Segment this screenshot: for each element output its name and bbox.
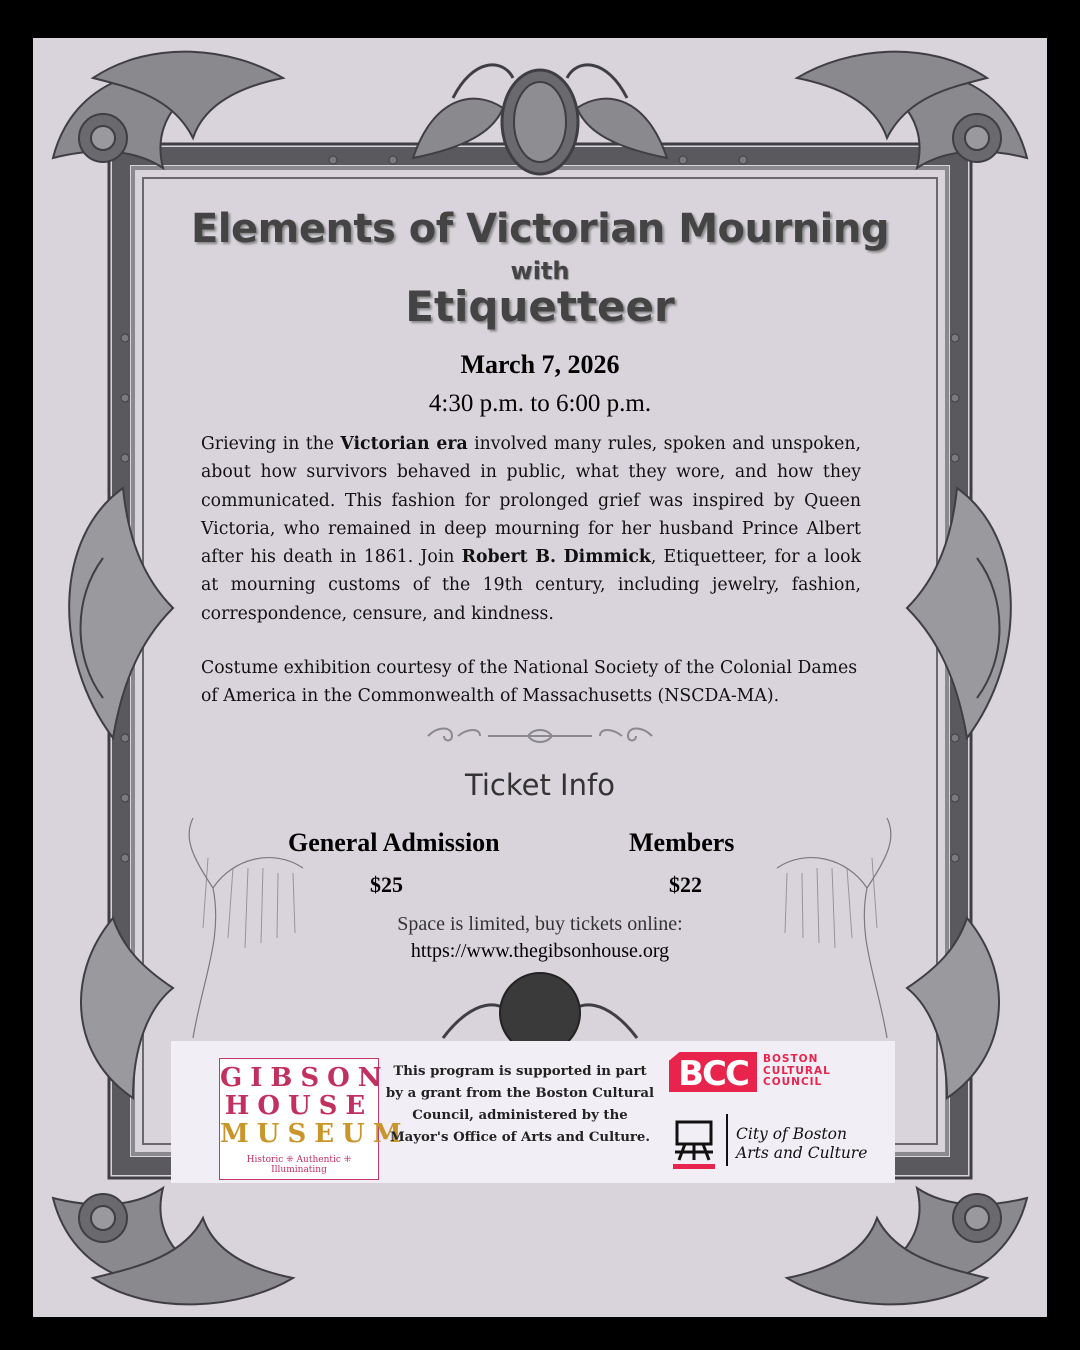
bcc-name-line: COUNCIL — [763, 1076, 823, 1088]
divider-flourish — [418, 724, 662, 748]
event-poster — [33, 38, 1047, 1317]
ticket-url[interactable]: https://www.thegibsonhouse.org — [410, 940, 670, 962]
members-price: $22 — [669, 872, 702, 897]
title-connector: with — [510, 257, 570, 285]
description-text: involved many rules, spoken and unspoken, about how survivors behaved in public, what they wore, and how they communicated. This fashion for prolonged grief was inspired by Queen Victoria, who remained in deep mourning for her husband Prince Albert after his death in 1861. Join — [201, 434, 861, 568]
ticket-note: Space is limited, buy tickets online: — [397, 913, 683, 935]
speaker-name: Robert B. Dimmick — [461, 547, 651, 568]
logo-divider — [726, 1114, 728, 1166]
event-time: 4:30 p.m. to 6:00 p.m. — [428, 390, 652, 417]
easel-icon — [671, 1118, 717, 1170]
description-text: , Etiquetteer, for a look at mourning customs of the 19th century, including jewelry, fashion, correspondence, censure, and kindness. — [201, 547, 861, 624]
members-label: Members — [629, 828, 735, 857]
speaker-title: Etiquetteer — [405, 282, 675, 331]
event-description — [201, 430, 861, 628]
city-of-boston-line: City of Boston — [736, 1125, 847, 1143]
bcc-name-line: BOSTON — [763, 1053, 819, 1065]
grant-acknowledgement: This program is supported in part by a grant from the Boston Cultural Council, administered by the Mayor's Office of Arts and Culture. — [385, 1064, 655, 1145]
bcc-logo-name — [763, 1054, 873, 1089]
logo-tagline: Historic ⁜ Authentic ⁜ Illuminating — [246, 1155, 352, 1175]
general-admission-label: General Admission — [288, 828, 500, 857]
gibson-house-logo — [219, 1058, 410, 1180]
event-title: Elements of Victorian Mourning — [190, 206, 889, 252]
description-emphasis: Victorian era — [340, 434, 468, 454]
bcc-logo-letters: BCC — [678, 1054, 748, 1094]
arts-culture-line: Arts and Culture — [736, 1144, 868, 1162]
general-admission-price: $25 — [370, 872, 403, 897]
description-text: Grieving in the — [201, 434, 341, 454]
logo-line-gibson: GIBSON — [220, 1063, 390, 1093]
logo-line-house: HOUSE — [224, 1091, 374, 1121]
bcc-name-line: CULTURAL — [763, 1064, 831, 1077]
costume-credit: Costume exhibition courtesy of the National Society of the Colonial Dames of America in the Commonwealth of Massachusetts (NSCDA-MA). — [201, 658, 858, 707]
ticket-heading: Ticket Info — [465, 768, 615, 802]
event-date: March 7, 2026 — [460, 350, 620, 379]
logo-line-museum: MUSEUM — [220, 1119, 410, 1149]
